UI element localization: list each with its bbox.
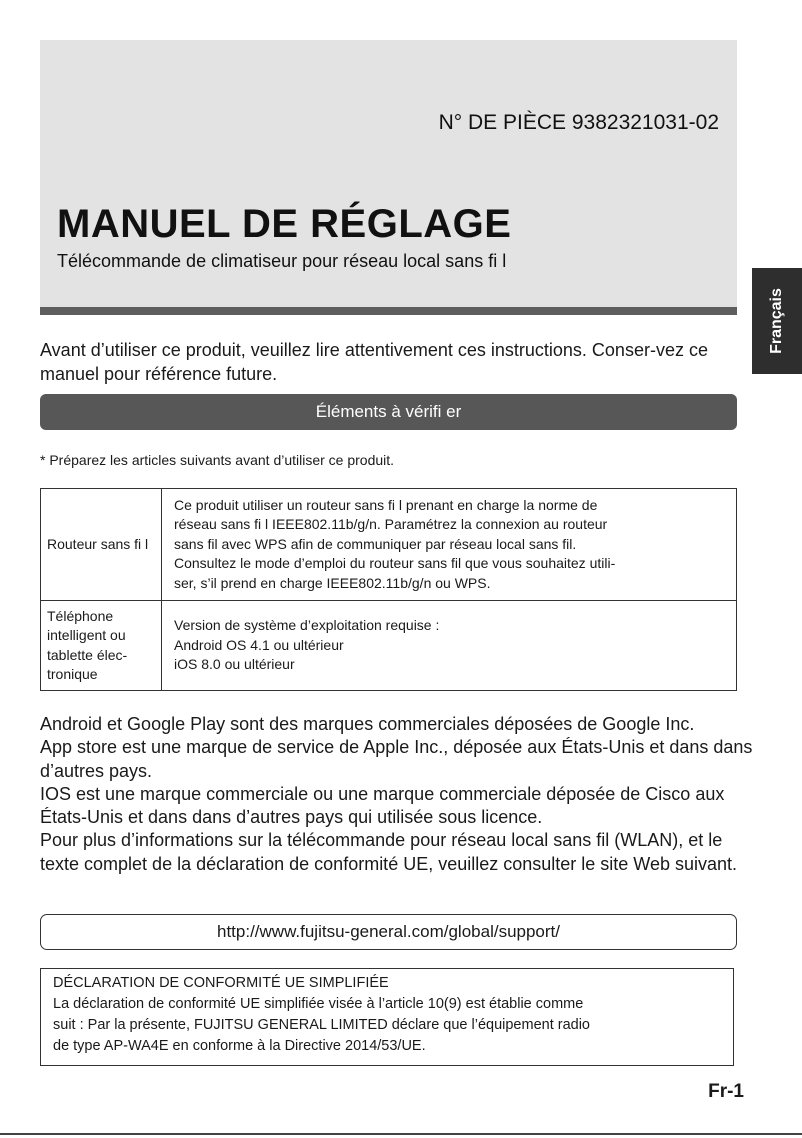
declaration-title: DÉCLARATION DE CONFORMITÉ UE SIMPLIFIÉE <box>53 975 389 991</box>
declaration-line: suit : Par la présente, FUJITSU GENERAL LIMITED déclare que l’équipement radio <box>53 1017 590 1033</box>
part-number: N° DE PIÈCE 9382321031-02 <box>438 111 719 134</box>
description-line: iOS 8.0 ou ultérieur <box>174 656 295 673</box>
intro-paragraph: Avant d’utiliser ce produit, veuillez lire attentivement ces instructions. Conser-vez ce manuel pour référence future. <box>40 340 708 384</box>
description-line: Android OS 4.1 ou ultérieur <box>174 636 344 653</box>
requirements-table <box>40 488 737 691</box>
preparation-note: * Préparez les articles suivants avant d’utiliser ce produit. <box>40 452 395 468</box>
description-line: sans fil avec WPS afin de communiquer par réseau local sans fil. <box>174 535 577 552</box>
description-line: ser, s’il prend en charge IEEE802.11b/g/n ou WPS. <box>174 574 491 591</box>
requirement-description <box>162 489 737 601</box>
section-title: Éléments à vérifi er <box>315 402 462 421</box>
body-paragraph: IOS est une marque commerciale ou une marque commerciale déposée de Cisco aux États-Unis et dans dans d’autres pays qui utilisée sous licence. <box>40 783 725 828</box>
description-line: Version de système d’exploitation requise : <box>174 617 440 634</box>
body-paragraph: App store est une marque de service de Apple Inc., déposée aux États-Unis et dans dans d’autres pays. <box>40 737 753 781</box>
trademark-notes <box>40 713 755 876</box>
support-url-link[interactable]: http://www.fujitsu-general.com/global/support/ <box>216 922 560 941</box>
page-number: Fr-1 <box>708 1081 744 1102</box>
table-row <box>41 489 737 601</box>
requirement-label: Téléphone intelligent ou tablette élec-tronique <box>41 601 162 691</box>
declaration-line: La déclaration de conformité UE simplifiée visée à l’article 10(9) est établie comme <box>53 996 584 1012</box>
page-bottom-rule <box>0 1133 802 1135</box>
document-title: MANUEL DE RÉGLAGE <box>57 202 512 246</box>
description-line: Ce produit utiliser un routeur sans fi l prenant en charge la norme de <box>174 496 598 513</box>
support-url-box[interactable] <box>40 914 737 950</box>
language-tab <box>752 268 802 374</box>
document-subtitle: Télécommande de climatiseur pour réseau local sans fi l <box>57 251 507 271</box>
body-paragraph: Pour plus d’informations sur la télécommande pour réseau local sans fil (WLAN), et le texte complet de la déclaration de conformité UE, veuillez consulter le site Web suivant. <box>40 830 738 874</box>
declaration-line: de type AP-WA4E en conforme à la Directive 2014/53/UE. <box>53 1038 426 1054</box>
header-divider <box>40 307 737 315</box>
table-row <box>41 601 737 691</box>
language-label: Français <box>768 288 785 354</box>
description-line: Consultez le mode d’emploi du routeur sans fil que vous souhaitez utili- <box>174 555 616 572</box>
requirement-label: Routeur sans fi l <box>41 489 162 601</box>
body-paragraph: Android et Google Play sont des marques commerciales déposées de Google Inc. <box>40 714 695 734</box>
declaration-box <box>40 968 734 1066</box>
cover-header <box>40 40 737 310</box>
description-line: réseau sans fi l IEEE802.11b/g/n. Paramétrez la connexion au routeur <box>174 516 608 533</box>
requirement-description <box>162 601 737 691</box>
section-header <box>40 394 737 430</box>
